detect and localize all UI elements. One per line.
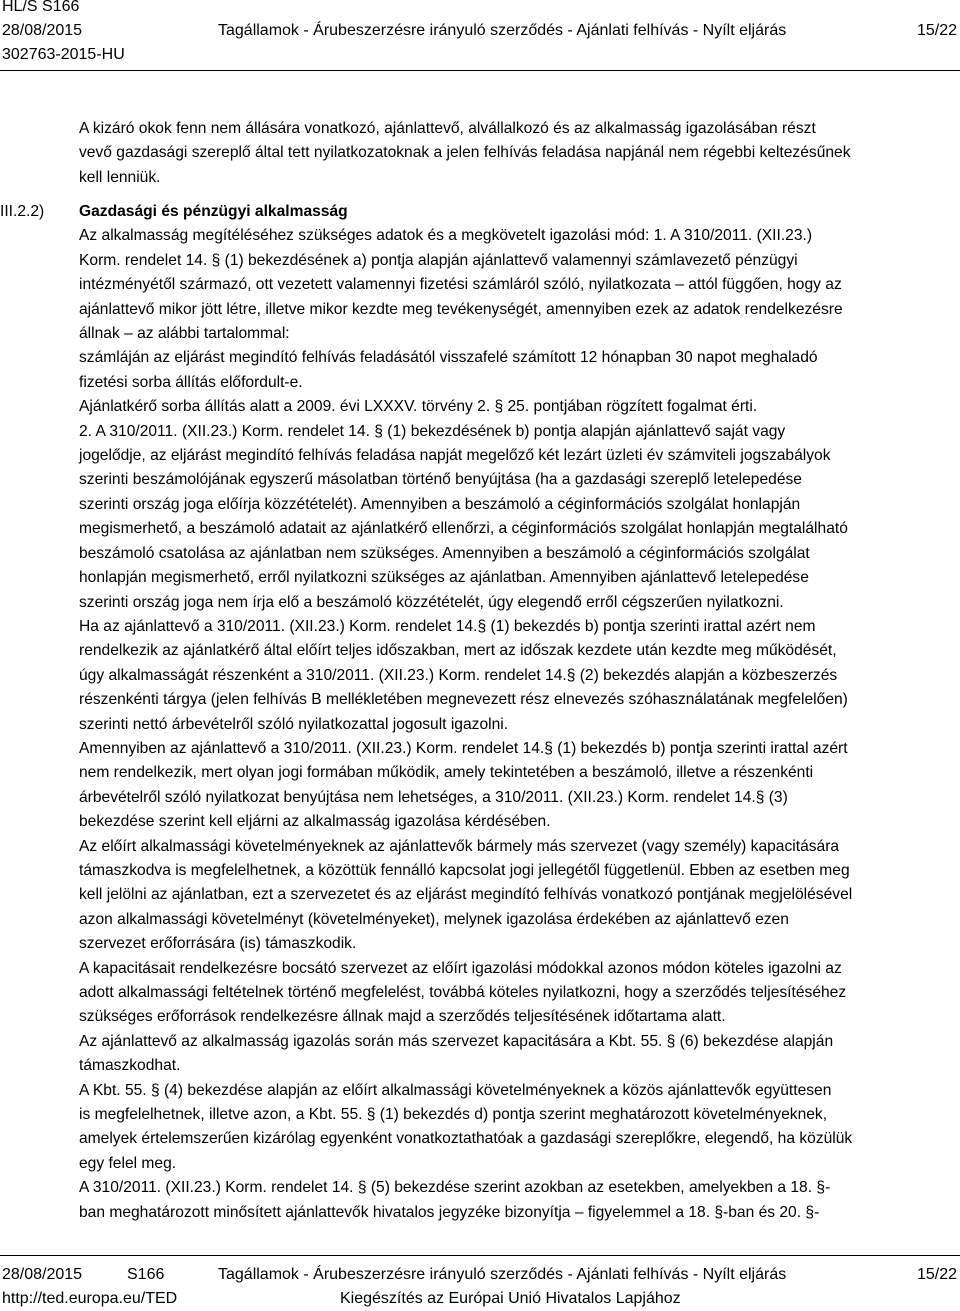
text-line: támaszkodhat. — [79, 1057, 181, 1075]
text-line: beszámoló csatolása az ajánlatban nem szükséges. Amennyiben a beszámoló a céginformációs szolgálat — [79, 544, 810, 562]
doc-id: HL/S S166 — [2, 0, 80, 15]
text-line: azon alkalmassági követelményt (követelményeket), melynek igazolása érdekében az ajánlattevő ezen — [79, 910, 789, 928]
text-line: szervezet erőforrására (is) támaszkodik. — [79, 935, 357, 953]
text-line: vevő gazdasági szereplő által tett nyilatkozatoknak a jelen felhívás feladása napjánál nem régebbi keltezésűnek — [79, 144, 851, 162]
text-line: fizetési sorba állítás előfordult-e. — [79, 373, 303, 391]
text-line: kell lenniük. — [79, 168, 161, 186]
text-line: állnak – az alábbi tartalommal: — [79, 325, 290, 343]
footer-date: 28/08/2015 — [2, 1266, 83, 1283]
text-line: kell jelölni az ajánlatban, ezt a szervezetet és az eljárást megindító felhívás vonatkozó pontjának megjelölésével — [79, 886, 853, 904]
text-line: rendelkezik az ajánlatkérő által előírt teljes időszakban, mert az időszak kezdete után kezdte meg működését, — [79, 642, 837, 660]
header-divider — [0, 70, 960, 71]
ted-link[interactable]: http://ted.europa.eu/TED — [2, 1290, 178, 1307]
header-date: 28/08/2015 — [2, 22, 83, 39]
text-line: jogelődje, az eljárást megindító felhívás feladása napját megelőző két lezárt üzleti év számviteli jogszabályok — [79, 447, 831, 465]
text-line: ban meghatározott minősített ajánlattevők hivatalos jegyzéke bizonyítja – figyelemmel a 18. §-ban és 20. §- — [79, 1203, 820, 1221]
text-line: nem rendelkezik, mert olyan jogi formában működik, amely tekintetében a beszámoló, illetve a részenkénti — [79, 764, 814, 782]
text-line: honlapján megismerhető, erről nyilatkozni szükséges az ajánlatban. Amennyiben ajánlattevő letelepedése — [79, 569, 809, 587]
footer-issue: S166 — [127, 1266, 165, 1283]
text-line: Ajánlatkérő sorba állítás alatt a 2009. évi LXXXV. törvény 2. § 25. pontjában rögzített fogalmat érti. — [79, 398, 758, 416]
text-line: bekezdése szerint kell eljárni az alkalmasság igazolása kérdésében. — [79, 813, 551, 831]
text-line: Az alkalmasság megítéléséhez szükséges adatok és a megkövetelt igazolási mód: 1. A 310/2011. (XII.23.) — [79, 227, 813, 245]
text-line: A Kbt. 55. § (4) bekezdése alapján az előírt alkalmassági követelményeknek a közös ajánlattevők együttesen — [79, 1081, 832, 1099]
text-line: Amennyiben az ajánlattevő a 310/2011. (XII.23.) Korm. rendelet 14.§ (1) bekezdés b) pontja szerinti irattal azért — [79, 739, 848, 757]
text-line: számláján az eljárást megindító felhívás feladásától visszafelé számított 12 hónapban 30 napot meghaladó — [79, 349, 818, 367]
header-page-number: 15/22 — [916, 22, 957, 39]
footer-divider — [0, 1255, 960, 1256]
text-line: szükséges erőforrások rendelkezésre állnak majd a szerződés teljesítésének időtartama alatt. — [79, 1008, 726, 1026]
section-body — [79, 200, 957, 1225]
text-line: megismerhető, a beszámoló adatait az ajánlatkérő ellenőrzi, a céginformációs szolgálat honlapján megtalálható — [79, 520, 848, 538]
text-line: amelyek értelemszerűen kizárólag egyenként vonatkoztathatóak a gazdasági szereplőkre, elegendő, ha közülük — [79, 1130, 853, 1148]
footer-page-number: 15/22 — [916, 1266, 957, 1283]
text-line: 2. A 310/2011. (XII.23.) Korm. rendelet 14. § (1) bekezdésének b) pontja alapján ajánlattevő saját vagy — [79, 422, 786, 440]
text-line: adott alkalmassági feltételnek történő megfelelést, továbbá köteles nyilatkozni, hogy a szerződés teljesítéséhez — [79, 984, 847, 1001]
intro-paragraph — [79, 117, 957, 190]
section-heading: Gazdasági és pénzügyi alkalmasság — [79, 203, 348, 220]
text-line: szerinti ország joga nem írja elő a beszámoló közzétételét, úgy elegendő erről cégszerűen nyilatkozni. — [79, 593, 784, 611]
text-line: Korm. rendelet 14. § (1) bekezdésének a) pontja alapján ajánlattevő valamennyi számlavezető pénzügyi — [79, 251, 798, 269]
text-line: intézményétől származó, ott vezetett valamennyi fizetési számláról szóló, nyilatkozata – attól függően, hogy az — [79, 276, 842, 294]
section-number: III.2.2) — [0, 203, 45, 220]
text-line: úgy alkalmasságát részenként a 310/2011. (XII.23.) Korm. rendelet 14.§ (2) bekezdés alapján a közbeszerzés — [79, 666, 838, 684]
text-line: Ha az ajánlattevő a 310/2011. (XII.23.) Korm. rendelet 14.§ (1) bekezdés b) pontja szerinti irattal azért nem — [79, 617, 816, 635]
text-line: A 310/2011. (XII.23.) Korm. rendelet 14. § (5) bekezdése szerint azokban az esetekben, amelyekben a 18. §- — [79, 1179, 831, 1197]
text-line: A kizáró okok fenn nem állására vonatkozó, ajánlattevő, alvállalkozó és az alkalmasság igazolásában részt — [79, 120, 816, 137]
text-line: is megfelelhetnek, illetve azon, a Kbt. 55. § (1) bekezdés d) pontja szerint meghatározott követelményeknek, — [79, 1106, 828, 1124]
footer-title: Tagállamok - Árubeszerzésre irányuló szerződés - Ajánlati felhívás - Nyílt eljárás — [218, 1266, 787, 1283]
text-line: szerinti beszámolójának egyszerű másolatban történő benyújtása (ha a gazdasági szereplő letelepedése — [79, 471, 802, 489]
text-line: Az előírt alkalmassági követelményeknek az ajánlattevők bármely más szervezet (vagy személy) kapacitására — [79, 837, 840, 855]
publication-name: Kiegészítés az Európai Unió Hivatalos Lapjához — [340, 1290, 681, 1307]
text-line: árbevételről szóló nyilatkozat benyújtása nem lehetséges, a 310/2011. (XII.23.) Korm. rendelet 14.§ (3) — [79, 788, 788, 806]
text-line: részenkénti tárgya (jelen felhívás B mellékletében megnevezett rész elnevezés szóhasználatának megfelelően) — [79, 691, 848, 709]
text-line: szerinti nettó árbevételről szóló nyilatkozattal jogosult igazolni. — [79, 715, 509, 733]
text-line: támaszkodva is megfelelhetnek, a közöttük fennálló kapcsolat jogi jellegétől függetlenül. Ebben az esetben meg — [79, 861, 850, 879]
text-line: szerinti ország joga előírja közzétételét). Amennyiben a beszámoló a céginformációs szolgálat honlapján — [79, 495, 801, 513]
text-line: ajánlattevő mikor jött létre, illetve mikor kezdte meg tevékenységét, amennyiben ezek az adatok rendelkezésre — [79, 300, 843, 318]
text-line: egy felel meg. — [79, 1154, 177, 1172]
notice-id: 302763-2015-HU — [2, 46, 125, 63]
header-title: Tagállamok - Árubeszerzésre irányuló szerződés - Ajánlati felhívás - Nyílt eljárás — [218, 22, 787, 39]
text-line: A kapacitásait rendelkezésre bocsátó szervezet az előírt igazolási módokkal azonos módon köteles igazolni az — [79, 959, 842, 977]
text-line: Az ajánlattevő az alkalmasság igazolás során más szervezet kapacitására a Kbt. 55. § (6) bekezdése alapján — [79, 1032, 834, 1050]
